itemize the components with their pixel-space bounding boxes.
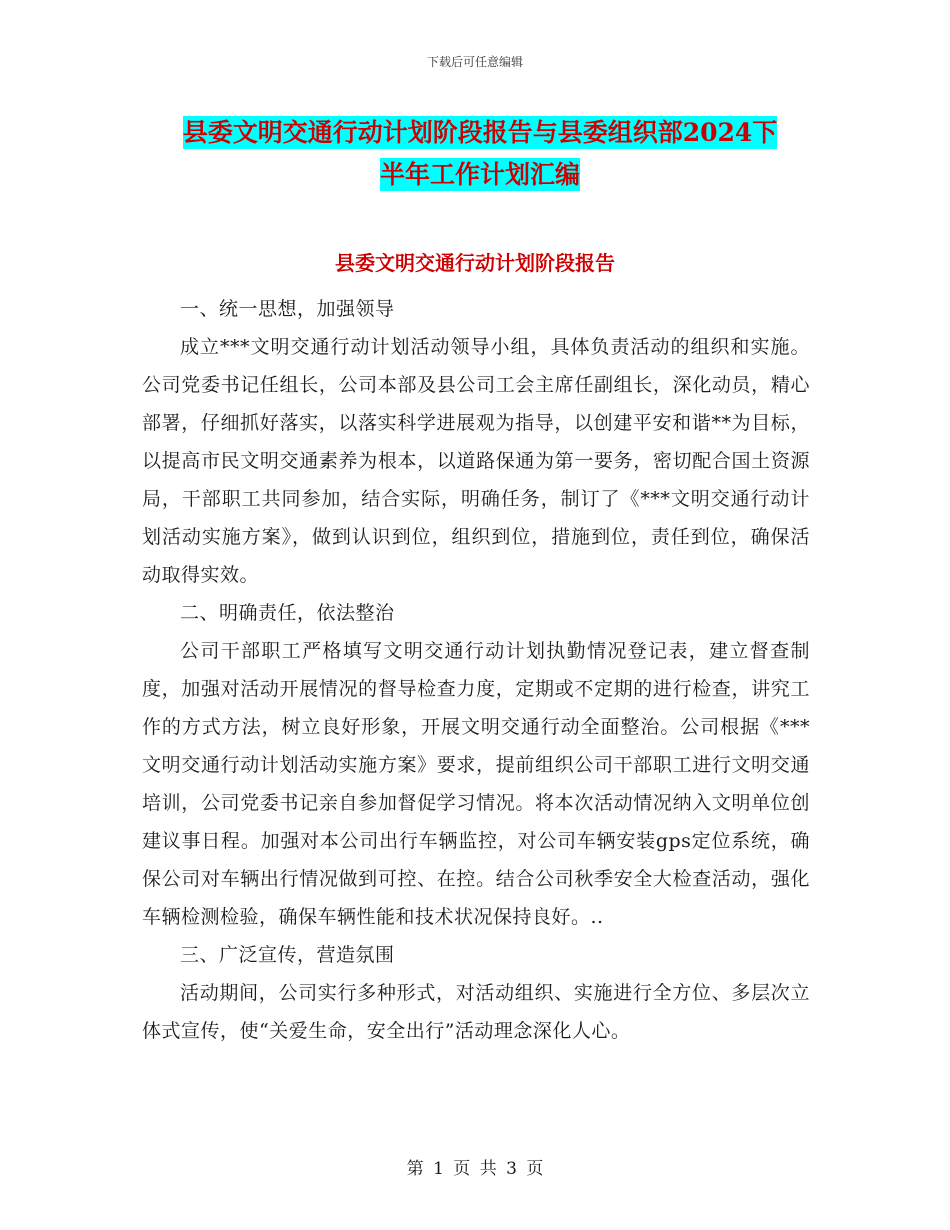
heading-unify-thinking: 一、统一思想，加强领导 [180, 298, 395, 320]
page-number: 第 1 页 共 3 页 [406, 1159, 544, 1179]
document-title [140, 112, 820, 196]
paragraph-leadership: 成立***文明交通行动计划活动领导小组，具体负责活动的组织和实施。公司党委书记任组长，公司本部及县公司工会主席任副组长，深化动员，精心部署，仔细抓好落实，以落实科学进展观为指导，以创建平安和谐**为目标，以提高市民文明交通素养为根本，以道路保通为第一要务，密切配合国土资源局，干部职工共同参加，结合实际，明确任务，制订了《***文明交通行动计划活动实施方案》，做到认识到位，组织到位，措施到位，责任到位，确保活动取得实效。 [142, 336, 810, 586]
heading-publicity: 三、广泛宣传，营造氛围 [180, 944, 395, 966]
document-body [142, 290, 810, 1050]
paragraph-publicity: 活动期间，公司实行多种形式，对活动组织、实施进行全方位、多层次立体式宣传，使“关爱生命，安全出行”活动理念深化人心。 [142, 982, 810, 1042]
section-title: 县委文明交通行动计划阶段报告 [335, 251, 615, 275]
page-header-note: 下载后可任意编辑 [426, 55, 523, 69]
document-title-line-1: 县委文明交通行动计划阶段报告与县委组织部2024下 [182, 118, 778, 147]
document-title-line-2: 半年工作计划汇编 [379, 160, 580, 189]
heading-clarify-responsibility: 二、明确责任，依法整治 [180, 602, 395, 624]
paragraph-rectification: 公司干部职工严格填写文明交通行动计划执勤情况登记表，建立督查制度，加强对活动开展情况的督导检查力度，定期或不定期的进行检查，讲究工作的方式方法，树立良好形象，开展文明交通行动全面整治。公司根据《***文明交通行动计划活动实施方案》要求，提前组织公司干部职工进行文明交通培训，公司党委书记亲自参加督促学习情况。将本次活动情况纳入文明单位创建议事日程。加强对本公司出行车辆监控，对公司车辆安装gps定位系统，确保公司对车辆出行情况做到可控、在控。结合公司秋季安全大检查活动，强化车辆检测检验，确保车辆性能和技术状况保持良好。.. [142, 640, 810, 928]
